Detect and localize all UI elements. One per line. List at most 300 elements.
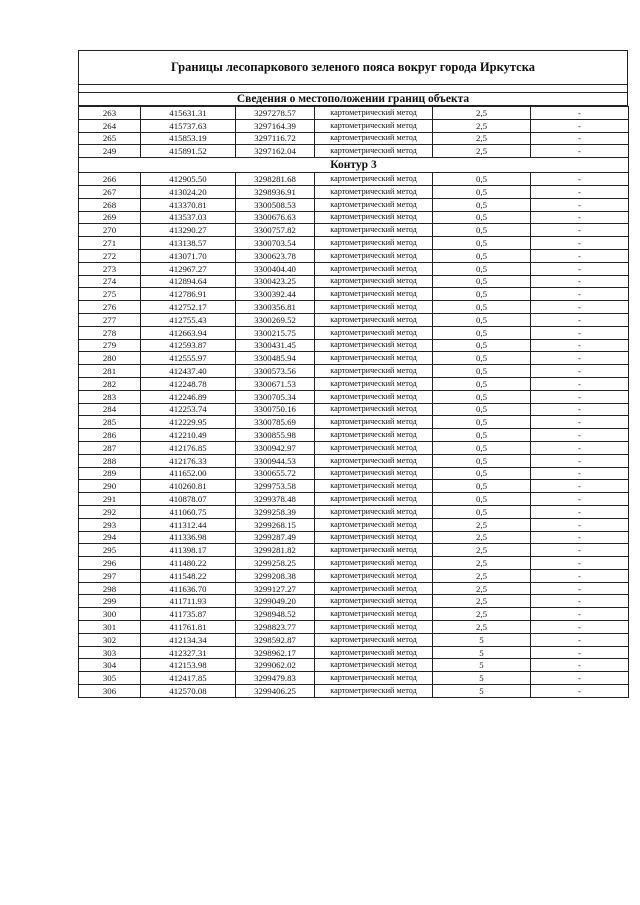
x-coordinate-cell: 412417.85 — [141, 672, 236, 685]
accuracy-cell: 2,5 — [433, 518, 531, 531]
point-number-cell: 264 — [79, 119, 141, 132]
y-coordinate-cell: 3300703.54 — [236, 237, 315, 250]
point-number-cell: 303 — [79, 646, 141, 659]
point-number-cell: 277 — [79, 313, 141, 326]
accuracy-cell: 5 — [433, 685, 531, 698]
method-cell: картометрический метод — [315, 301, 433, 314]
point-number-cell: 288 — [79, 454, 141, 467]
method-cell: картометрический метод — [315, 211, 433, 224]
accuracy-cell: 0,5 — [433, 480, 531, 493]
y-coordinate-cell: 3298948.52 — [236, 608, 315, 621]
table-row — [79, 275, 629, 288]
x-coordinate-cell: 411548.22 — [141, 569, 236, 582]
accuracy-cell: 0,5 — [433, 454, 531, 467]
table-row — [79, 659, 629, 672]
method-cell: картометрический метод — [315, 377, 433, 390]
x-coordinate-cell: 412176.85 — [141, 441, 236, 454]
method-cell: картометрический метод — [315, 595, 433, 608]
accuracy-cell: 0,5 — [433, 365, 531, 378]
table-row — [79, 403, 629, 416]
method-cell: картометрический метод — [315, 454, 433, 467]
y-coordinate-cell: 3299287.49 — [236, 531, 315, 544]
point-number-cell: 292 — [79, 505, 141, 518]
note-cell: - — [531, 454, 629, 467]
x-coordinate-cell: 413290.27 — [141, 224, 236, 237]
y-coordinate-cell: 3300356.81 — [236, 301, 315, 314]
method-cell: картометрический метод — [315, 672, 433, 685]
method-cell: картометрический метод — [315, 339, 433, 352]
point-number-cell: 285 — [79, 416, 141, 429]
accuracy-cell: 2,5 — [433, 132, 531, 145]
accuracy-cell: 0,5 — [433, 288, 531, 301]
accuracy-cell: 2,5 — [433, 544, 531, 557]
method-cell: картометрический метод — [315, 145, 433, 158]
y-coordinate-cell: 3298281.68 — [236, 173, 315, 186]
y-coordinate-cell: 3299049.20 — [236, 595, 315, 608]
note-cell: - — [531, 685, 629, 698]
note-cell: - — [531, 275, 629, 288]
method-cell: картометрический метод — [315, 390, 433, 403]
method-cell: картометрический метод — [315, 416, 433, 429]
method-cell: картометрический метод — [315, 365, 433, 378]
document-title: Границы лесопаркового зеленого пояса вокруг города Иркутска — [78, 50, 628, 85]
accuracy-cell: 5 — [433, 646, 531, 659]
y-coordinate-cell: 3299208.38 — [236, 569, 315, 582]
method-cell: картометрический метод — [315, 119, 433, 132]
point-number-cell: 275 — [79, 288, 141, 301]
note-cell: - — [531, 608, 629, 621]
method-cell: картометрический метод — [315, 646, 433, 659]
table-row — [79, 608, 629, 621]
note-cell: - — [531, 352, 629, 365]
x-coordinate-cell: 412967.27 — [141, 262, 236, 275]
note-cell: - — [531, 173, 629, 186]
method-cell: картометрический метод — [315, 480, 433, 493]
point-number-cell: 249 — [79, 145, 141, 158]
rows-contour-3 — [79, 173, 629, 698]
x-coordinate-cell: 411312.44 — [141, 518, 236, 531]
note-cell: - — [531, 531, 629, 544]
x-coordinate-cell: 411480.22 — [141, 557, 236, 570]
x-coordinate-cell: 412570.08 — [141, 685, 236, 698]
x-coordinate-cell: 413024.20 — [141, 185, 236, 198]
table-row — [79, 326, 629, 339]
y-coordinate-cell: 3300655.72 — [236, 467, 315, 480]
x-coordinate-cell: 412905.50 — [141, 173, 236, 186]
y-coordinate-cell: 3298962.17 — [236, 646, 315, 659]
table-row — [79, 685, 629, 698]
method-cell: картометрический метод — [315, 198, 433, 211]
note-cell: - — [531, 633, 629, 646]
table-row — [79, 198, 629, 211]
table-row — [79, 480, 629, 493]
method-cell: картометрический метод — [315, 518, 433, 531]
y-coordinate-cell: 3299479.83 — [236, 672, 315, 685]
point-number-cell: 305 — [79, 672, 141, 685]
y-coordinate-cell: 3300750.16 — [236, 403, 315, 416]
accuracy-cell: 0,5 — [433, 467, 531, 480]
method-cell: картометрический метод — [315, 224, 433, 237]
note-cell: - — [531, 132, 629, 145]
point-number-cell: 300 — [79, 608, 141, 621]
table-row — [79, 569, 629, 582]
method-cell: картометрический метод — [315, 544, 433, 557]
x-coordinate-cell: 412327.31 — [141, 646, 236, 659]
table-row — [79, 467, 629, 480]
x-coordinate-cell: 413537.03 — [141, 211, 236, 224]
table-row — [79, 544, 629, 557]
y-coordinate-cell: 3300404.40 — [236, 262, 315, 275]
contour-heading-row — [79, 158, 629, 173]
spacer-row — [78, 85, 628, 93]
document-page — [78, 50, 628, 698]
y-coordinate-cell: 3298592.87 — [236, 633, 315, 646]
x-coordinate-cell: 412253.74 — [141, 403, 236, 416]
note-cell: - — [531, 429, 629, 442]
accuracy-cell: 0,5 — [433, 326, 531, 339]
note-cell: - — [531, 621, 629, 634]
method-cell: картометрический метод — [315, 441, 433, 454]
contour-section — [79, 158, 629, 173]
accuracy-cell: 0,5 — [433, 211, 531, 224]
x-coordinate-cell: 411735.87 — [141, 608, 236, 621]
point-number-cell: 297 — [79, 569, 141, 582]
y-coordinate-cell: 3300269.52 — [236, 313, 315, 326]
accuracy-cell: 0,5 — [433, 185, 531, 198]
note-cell: - — [531, 646, 629, 659]
y-coordinate-cell: 3297162.04 — [236, 145, 315, 158]
y-coordinate-cell: 3300392.44 — [236, 288, 315, 301]
point-number-cell: 279 — [79, 339, 141, 352]
y-coordinate-cell: 3299062.02 — [236, 659, 315, 672]
table-row — [79, 211, 629, 224]
y-coordinate-cell: 3299268.15 — [236, 518, 315, 531]
y-coordinate-cell: 3298936.91 — [236, 185, 315, 198]
x-coordinate-cell: 412555.97 — [141, 352, 236, 365]
table-row — [79, 301, 629, 314]
note-cell: - — [531, 237, 629, 250]
note-cell: - — [531, 185, 629, 198]
method-cell: картометрический метод — [315, 313, 433, 326]
table-row — [79, 531, 629, 544]
point-number-cell: 287 — [79, 441, 141, 454]
method-cell: картометрический метод — [315, 531, 433, 544]
point-number-cell: 291 — [79, 493, 141, 506]
point-number-cell: 283 — [79, 390, 141, 403]
note-cell: - — [531, 339, 629, 352]
x-coordinate-cell: 413138.57 — [141, 237, 236, 250]
point-number-cell: 276 — [79, 301, 141, 314]
accuracy-cell: 5 — [433, 672, 531, 685]
note-cell: - — [531, 262, 629, 275]
point-number-cell: 294 — [79, 531, 141, 544]
method-cell: картометрический метод — [315, 569, 433, 582]
accuracy-cell: 2,5 — [433, 582, 531, 595]
table-row — [79, 185, 629, 198]
x-coordinate-cell: 410260.81 — [141, 480, 236, 493]
point-number-cell: 263 — [79, 107, 141, 120]
note-cell: - — [531, 390, 629, 403]
y-coordinate-cell: 3300944.53 — [236, 454, 315, 467]
point-number-cell: 269 — [79, 211, 141, 224]
point-number-cell: 298 — [79, 582, 141, 595]
y-coordinate-cell: 3300508.53 — [236, 198, 315, 211]
note-cell: - — [531, 119, 629, 132]
point-number-cell: 284 — [79, 403, 141, 416]
table-row — [79, 339, 629, 352]
x-coordinate-cell: 415631.31 — [141, 107, 236, 120]
accuracy-cell: 0,5 — [433, 237, 531, 250]
point-number-cell: 306 — [79, 685, 141, 698]
method-cell: картометрический метод — [315, 403, 433, 416]
y-coordinate-cell: 3300676.63 — [236, 211, 315, 224]
point-number-cell: 289 — [79, 467, 141, 480]
y-coordinate-cell: 3300573.56 — [236, 365, 315, 378]
y-coordinate-cell: 3300785.69 — [236, 416, 315, 429]
accuracy-cell: 2,5 — [433, 595, 531, 608]
note-cell: - — [531, 672, 629, 685]
accuracy-cell: 5 — [433, 633, 531, 646]
x-coordinate-cell: 411060.75 — [141, 505, 236, 518]
method-cell: картометрический метод — [315, 633, 433, 646]
table-row — [79, 237, 629, 250]
point-number-cell: 302 — [79, 633, 141, 646]
y-coordinate-cell: 3298823.77 — [236, 621, 315, 634]
table-row — [79, 365, 629, 378]
table-row — [79, 377, 629, 390]
accuracy-cell: 0,5 — [433, 262, 531, 275]
accuracy-cell: 2,5 — [433, 107, 531, 120]
y-coordinate-cell: 3300757.82 — [236, 224, 315, 237]
table-row — [79, 646, 629, 659]
point-number-cell: 270 — [79, 224, 141, 237]
point-number-cell: 296 — [79, 557, 141, 570]
accuracy-cell: 0,5 — [433, 441, 531, 454]
x-coordinate-cell: 412248.78 — [141, 377, 236, 390]
method-cell: картометрический метод — [315, 352, 433, 365]
table-row — [79, 595, 629, 608]
point-number-cell: 272 — [79, 249, 141, 262]
accuracy-cell: 0,5 — [433, 173, 531, 186]
note-cell: - — [531, 441, 629, 454]
table-row — [79, 249, 629, 262]
note-cell: - — [531, 493, 629, 506]
accuracy-cell: 0,5 — [433, 505, 531, 518]
note-cell: - — [531, 659, 629, 672]
accuracy-cell: 0,5 — [433, 249, 531, 262]
y-coordinate-cell: 3300623.78 — [236, 249, 315, 262]
y-coordinate-cell: 3300215.75 — [236, 326, 315, 339]
y-coordinate-cell: 3297164.39 — [236, 119, 315, 132]
note-cell: - — [531, 249, 629, 262]
x-coordinate-cell: 412663.94 — [141, 326, 236, 339]
x-coordinate-cell: 411652.00 — [141, 467, 236, 480]
note-cell: - — [531, 467, 629, 480]
y-coordinate-cell: 3299258.25 — [236, 557, 315, 570]
table-row — [79, 505, 629, 518]
accuracy-cell: 0,5 — [433, 275, 531, 288]
point-number-cell: 273 — [79, 262, 141, 275]
y-coordinate-cell: 3297116.72 — [236, 132, 315, 145]
x-coordinate-cell: 412153.98 — [141, 659, 236, 672]
method-cell: картометрический метод — [315, 237, 433, 250]
accuracy-cell: 2,5 — [433, 119, 531, 132]
point-number-cell: 271 — [79, 237, 141, 250]
x-coordinate-cell: 411761.81 — [141, 621, 236, 634]
x-coordinate-cell: 412437.40 — [141, 365, 236, 378]
x-coordinate-cell: 412176.33 — [141, 454, 236, 467]
y-coordinate-cell: 3300431.45 — [236, 339, 315, 352]
y-coordinate-cell: 3297278.57 — [236, 107, 315, 120]
y-coordinate-cell: 3299281.82 — [236, 544, 315, 557]
method-cell: картометрический метод — [315, 249, 433, 262]
method-cell: картометрический метод — [315, 582, 433, 595]
note-cell: - — [531, 416, 629, 429]
note-cell: - — [531, 505, 629, 518]
note-cell: - — [531, 301, 629, 314]
x-coordinate-cell: 413370.81 — [141, 198, 236, 211]
method-cell: картометрический метод — [315, 275, 433, 288]
point-number-cell: 266 — [79, 173, 141, 186]
y-coordinate-cell: 3300485.94 — [236, 352, 315, 365]
point-number-cell: 280 — [79, 352, 141, 365]
y-coordinate-cell: 3300705.34 — [236, 390, 315, 403]
note-cell: - — [531, 224, 629, 237]
accuracy-cell: 5 — [433, 659, 531, 672]
accuracy-cell: 0,5 — [433, 352, 531, 365]
method-cell: картометрический метод — [315, 429, 433, 442]
note-cell: - — [531, 145, 629, 158]
accuracy-cell: 2,5 — [433, 569, 531, 582]
note-cell: - — [531, 518, 629, 531]
method-cell: картометрический метод — [315, 185, 433, 198]
table-row — [79, 390, 629, 403]
y-coordinate-cell: 3299753.58 — [236, 480, 315, 493]
x-coordinate-cell: 412752.17 — [141, 301, 236, 314]
point-number-cell: 265 — [79, 132, 141, 145]
table-row — [79, 633, 629, 646]
point-number-cell: 282 — [79, 377, 141, 390]
table-row — [79, 518, 629, 531]
method-cell: картометрический метод — [315, 493, 433, 506]
note-cell: - — [531, 557, 629, 570]
point-number-cell: 267 — [79, 185, 141, 198]
accuracy-cell: 0,5 — [433, 313, 531, 326]
note-cell: - — [531, 595, 629, 608]
table-row — [79, 288, 629, 301]
coordinates-table — [78, 106, 629, 698]
y-coordinate-cell: 3299378.48 — [236, 493, 315, 506]
note-cell: - — [531, 211, 629, 224]
table-row — [79, 352, 629, 365]
note-cell: - — [531, 326, 629, 339]
y-coordinate-cell: 3300855.98 — [236, 429, 315, 442]
method-cell: картометрический метод — [315, 659, 433, 672]
accuracy-cell: 0,5 — [433, 429, 531, 442]
x-coordinate-cell: 412229.95 — [141, 416, 236, 429]
note-cell: - — [531, 198, 629, 211]
y-coordinate-cell: 3299258.39 — [236, 505, 315, 518]
contour-label: Контур 3 — [79, 158, 629, 173]
x-coordinate-cell: 411711.93 — [141, 595, 236, 608]
point-number-cell: 304 — [79, 659, 141, 672]
accuracy-cell: 2,5 — [433, 621, 531, 634]
y-coordinate-cell: 3300942.97 — [236, 441, 315, 454]
method-cell: картометрический метод — [315, 262, 433, 275]
method-cell: картометрический метод — [315, 173, 433, 186]
accuracy-cell: 0,5 — [433, 198, 531, 211]
accuracy-cell: 0,5 — [433, 377, 531, 390]
y-coordinate-cell: 3299127.27 — [236, 582, 315, 595]
x-coordinate-cell: 412593.87 — [141, 339, 236, 352]
accuracy-cell: 0,5 — [433, 493, 531, 506]
accuracy-cell: 0,5 — [433, 301, 531, 314]
note-cell: - — [531, 365, 629, 378]
table-row — [79, 441, 629, 454]
method-cell: картометрический метод — [315, 467, 433, 480]
table-row — [79, 557, 629, 570]
table-row — [79, 262, 629, 275]
accuracy-cell: 0,5 — [433, 403, 531, 416]
y-coordinate-cell: 3300671.53 — [236, 377, 315, 390]
table-row — [79, 224, 629, 237]
method-cell: картометрический метод — [315, 685, 433, 698]
point-number-cell: 286 — [79, 429, 141, 442]
point-number-cell: 299 — [79, 595, 141, 608]
x-coordinate-cell: 415891.52 — [141, 145, 236, 158]
note-cell: - — [531, 403, 629, 416]
method-cell: картометрический метод — [315, 288, 433, 301]
table-row — [79, 582, 629, 595]
table-row — [79, 145, 629, 158]
x-coordinate-cell: 411398.17 — [141, 544, 236, 557]
accuracy-cell: 2,5 — [433, 531, 531, 544]
accuracy-cell: 2,5 — [433, 145, 531, 158]
method-cell: картометрический метод — [315, 505, 433, 518]
table-row — [79, 107, 629, 120]
method-cell: картометрический метод — [315, 608, 433, 621]
point-number-cell: 268 — [79, 198, 141, 211]
table-row — [79, 621, 629, 634]
accuracy-cell: 0,5 — [433, 416, 531, 429]
note-cell: - — [531, 544, 629, 557]
note-cell: - — [531, 377, 629, 390]
y-coordinate-cell: 3299406.25 — [236, 685, 315, 698]
method-cell: картометрический метод — [315, 326, 433, 339]
note-cell: - — [531, 480, 629, 493]
point-number-cell: 290 — [79, 480, 141, 493]
accuracy-cell: 2,5 — [433, 608, 531, 621]
x-coordinate-cell: 412246.89 — [141, 390, 236, 403]
x-coordinate-cell: 413071.70 — [141, 249, 236, 262]
x-coordinate-cell: 415737.63 — [141, 119, 236, 132]
x-coordinate-cell: 411636.70 — [141, 582, 236, 595]
method-cell: картометрический метод — [315, 107, 433, 120]
x-coordinate-cell: 412786.91 — [141, 288, 236, 301]
accuracy-cell: 2,5 — [433, 557, 531, 570]
x-coordinate-cell: 410878.07 — [141, 493, 236, 506]
point-number-cell: 278 — [79, 326, 141, 339]
table-row — [79, 493, 629, 506]
table-row — [79, 416, 629, 429]
x-coordinate-cell: 412755.43 — [141, 313, 236, 326]
point-number-cell: 295 — [79, 544, 141, 557]
note-cell: - — [531, 288, 629, 301]
table-row — [79, 173, 629, 186]
point-number-cell: 274 — [79, 275, 141, 288]
section-heading: Сведения о местоположении границ объекта — [78, 93, 628, 106]
point-number-cell: 281 — [79, 365, 141, 378]
